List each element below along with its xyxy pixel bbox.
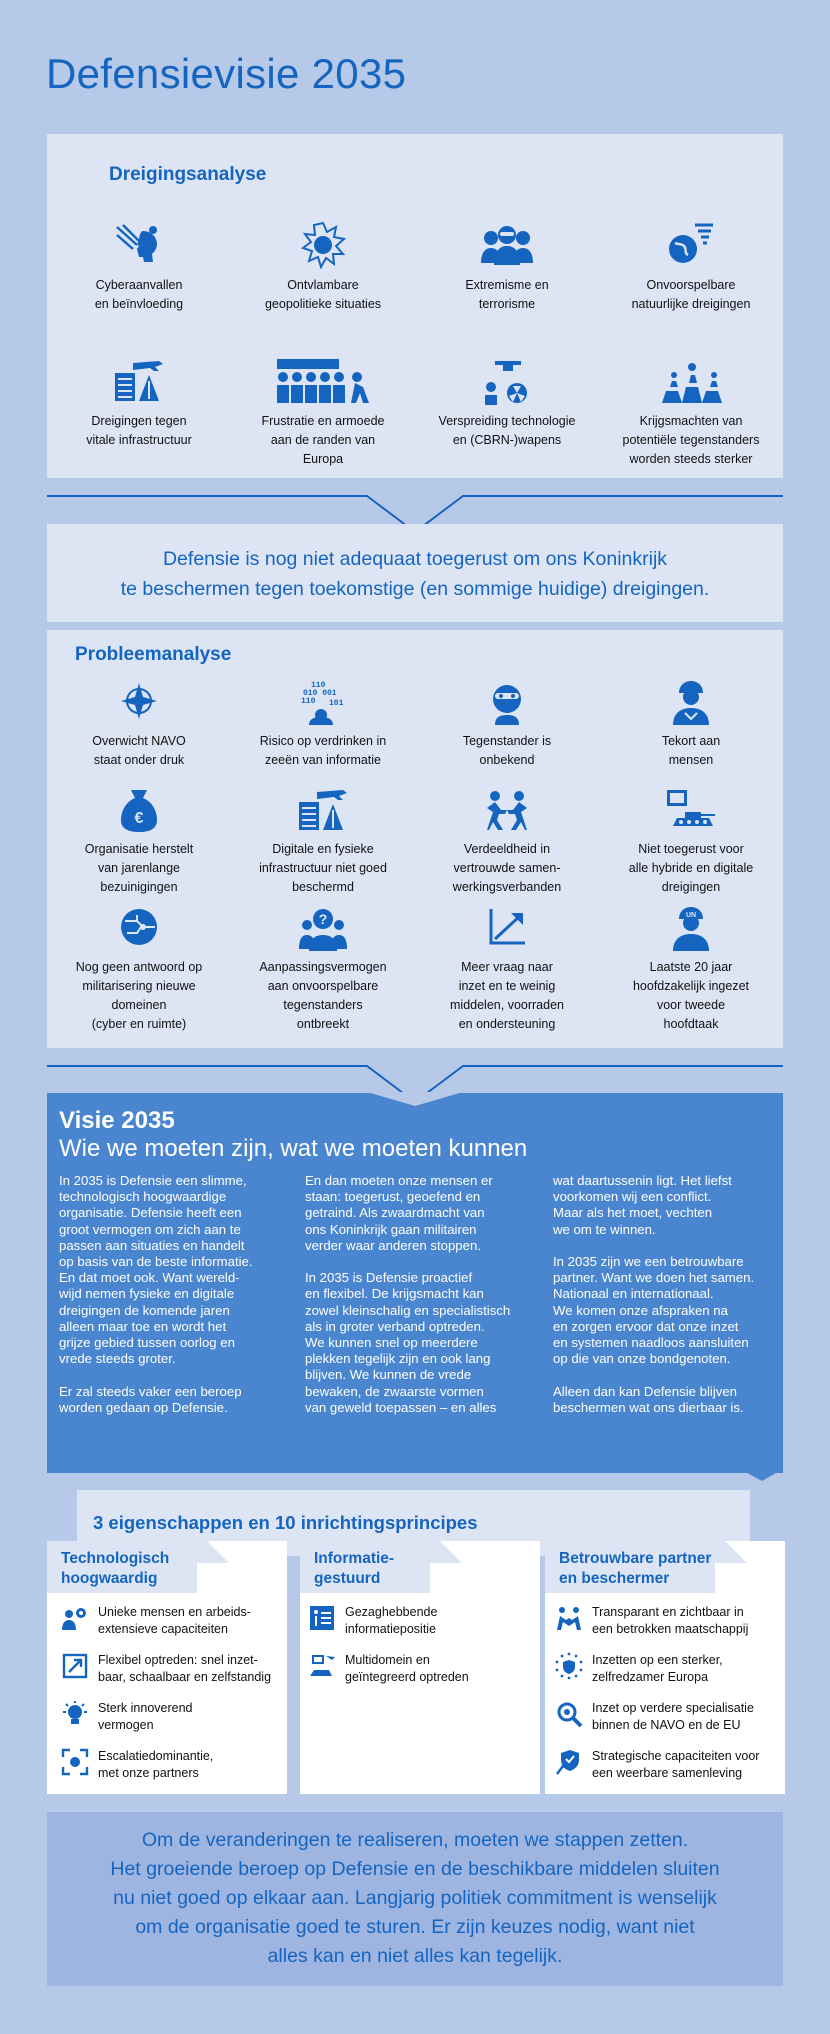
- principle-label: Inzet op verdere specialisatie binnen de NAVO en de EU: [592, 1701, 754, 1732]
- threat-item: [599, 220, 783, 314]
- problem-item: [599, 676, 783, 776]
- question-people-icon: [295, 902, 351, 952]
- page-title: Defensievisie 2035: [46, 50, 407, 97]
- problem-label: Aanpassingsvermogen aan onvoorspelbare tegenstanders ontbreekt: [259, 960, 387, 1031]
- infrastructure-icon: [295, 786, 351, 834]
- problem-analysis-heading: Probleemanalyse: [75, 644, 232, 665]
- problem-item: [599, 786, 783, 892]
- problem-item: [415, 676, 599, 776]
- principle-label: Transparant en zichtbaar in een betrokken maatschappij: [592, 1605, 749, 1636]
- vision-text-col3: wat daartussenin ligt. Het liefst voorkomen wij een conflict. Maar als het moet, vechten we om te winnen. In 2035 zijn we een betrouwbare partner. Want we doen het samen. Nationaal en internationaal. We komen onze afspraken na en zorgen ervoor dat onze inzet en systemen naadloos aansluiten op die van onze bondgenoten. Alleen dan kan Defensie blijven beschermen wat ons dierbaar is.: [553, 1173, 755, 1415]
- problem-label: Meer vraag naar inzet en te weinig middelen, voorraden en ondersteuning: [450, 960, 564, 1031]
- problem-item: [47, 676, 231, 776]
- binary-data-icon: [295, 676, 351, 726]
- problem-statement: Defensie is nog niet adequaat toegerust om ons Koninkrijk te beschermen tegen toekomstige (en sommige huidige) dreigingen.: [47, 524, 783, 622]
- svg-text:?: ?: [318, 911, 328, 927]
- principle-item: [555, 1700, 754, 1734]
- principle-item: [308, 1652, 469, 1686]
- vision-panel: [47, 1093, 783, 1473]
- svg-text:110: 110: [301, 697, 316, 706]
- svg-text:110: 110: [311, 681, 326, 690]
- problem-label: Nog geen antwoord op militarisering nieuwe domeinen (cyber en ruimte): [75, 960, 203, 1031]
- heading-tab-corner: [430, 1541, 462, 1563]
- tank-screen-icon: [663, 786, 719, 834]
- principle-label: Sterk innoverend vermogen: [98, 1701, 193, 1732]
- threat-label: Ontvlambare geopolitieke situaties: [264, 278, 382, 311]
- masked-face-icon: [479, 676, 535, 726]
- property-heading: Informatie- gestuurd: [300, 1541, 430, 1593]
- threat-item: [231, 356, 415, 469]
- problem-item: [231, 786, 415, 892]
- svg-text:€: €: [134, 810, 144, 827]
- vision-subheading: Wie we moeten zijn, wat we moeten kunnen: [59, 1135, 528, 1162]
- vision-text-col2: En dan moeten onze mensen er staan: toegerust, geoefend en getraind. Als zwaardmacht van ons Koninkrijk gaan militairen verder waar anderen stoppen. In 2035 is Defensie proactief en flexibel. De krijgsmacht kan zowel kleinschalig en specialistisch als in groter verband optreden. We kunnen snel op meerdere plekken tegelijk zijn en ook lang blijven. We kunnen de vrede bewaken, de zwaarste vormen van geweld toepassen – en alles: [305, 1173, 511, 1415]
- people-gear-icon: [61, 1604, 89, 1632]
- problem-item: [599, 902, 783, 1034]
- threat-label: Krijgsmachten van potentiële tegenstanders worden steeds sterker: [622, 414, 760, 466]
- threat-item: [47, 220, 231, 314]
- problem-grid: [47, 676, 783, 1034]
- money-bag-icon: [111, 786, 167, 834]
- problem-label: Niet toegerust voor alle hybride en digitale dreigingen: [628, 842, 754, 894]
- threat-label: Frustratie en armoede aan de randen van Europa: [261, 414, 385, 466]
- threat-item: [415, 356, 599, 469]
- principle-label: Multidomein en geïntegreerd optreden: [345, 1653, 469, 1684]
- threat-item: [599, 356, 783, 469]
- principle-item: [555, 1604, 748, 1638]
- threat-label: Extremisme en terrorisme: [465, 278, 549, 311]
- problem-label: Tegenstander is onbekend: [462, 734, 552, 767]
- threat-label: Verspreiding technologie en (CBRN-)wapens: [438, 414, 576, 447]
- cyber-attack-icon: [111, 220, 167, 270]
- properties-heading: 3 eigenschappen en 10 inrichtingsprincipes: [93, 1512, 478, 1533]
- problem-label: Risico op verdrinken in zeeën van informatie: [259, 734, 387, 767]
- principle-item: [555, 1748, 759, 1782]
- closing-statement: Om de veranderingen te realiseren, moeten we stappen zetten. Het groeiende beroep op Defensie en de beschikbare middelen sluiten nu niet goed op elkaar aan. Langjarig politiek commitment is wenselijk om de organisatie goed te sturen. Er zijn keuzes nodig, want niet alles kan en niet alles kan tegelijk.: [47, 1812, 783, 1986]
- svg-text:010 001: 010 001: [303, 689, 337, 698]
- search-specialise-icon: [555, 1700, 583, 1728]
- vision-text-col1: In 2035 is Defensie een slimme, technologisch hoogwaardige organisatie. Defensie heeft een groot vermogen om zich aan te passen aan situaties en handelt op basis van de beste informatie. En dat moet ook. Want wereld- wijd nemen fysieke en digitale dreigingen de komende jaren alleen maar toe en wordt het grijze gebied tussen oorlog en vrede steeds groter. Er zal steeds vaker een beroep worden gedaan op Defensie.: [59, 1173, 253, 1415]
- principle-label: Flexibel optreden: snel inzet- baar, schaalbaar en zelfstandig: [98, 1653, 272, 1684]
- principle-item: [308, 1604, 437, 1638]
- escalation-frame-icon: [61, 1748, 89, 1776]
- svg-text:UN: UN: [685, 912, 697, 919]
- threat-item: [231, 220, 415, 314]
- property-column-info: [300, 1541, 540, 1794]
- info-list-icon: [308, 1604, 336, 1632]
- threat-analysis-panel: [47, 134, 783, 478]
- infrastructure-icon: [111, 356, 167, 406]
- principle-label: Escalatiedominantie, met onze partners: [98, 1749, 214, 1780]
- heading-tab-corner: [197, 1541, 229, 1563]
- globe-tornado-icon: [663, 220, 719, 270]
- problem-item: [47, 902, 231, 1034]
- property-column-tech: [47, 1541, 287, 1794]
- principle-label: Unieke mensen en arbeids- extensieve capaciteiten: [98, 1605, 251, 1636]
- threat-item: [47, 356, 231, 469]
- handshake-icon: [555, 1604, 583, 1632]
- threat-item: [415, 220, 599, 314]
- globe-network-icon: [111, 902, 167, 952]
- nato-compass-icon: [111, 676, 167, 726]
- vision-bottom-arrow: [47, 1469, 783, 1483]
- shield-hands-icon: [555, 1748, 583, 1776]
- problem-item: [415, 902, 599, 1034]
- threat-label: Dreigingen tegen vitale infrastructuur: [86, 414, 192, 447]
- masked-people-icon: [479, 220, 535, 270]
- heading-tab-corner: [715, 1541, 747, 1563]
- military-forces-icon: [656, 356, 726, 406]
- problem-item: [47, 786, 231, 892]
- principle-label: Inzetten op een sterker, zelfredzamer Europa: [592, 1653, 723, 1684]
- drone-hazard-icon: [479, 356, 535, 406]
- problem-label: Tekort aan mensen: [661, 734, 721, 767]
- threat-label: Onvoorspelbare natuurlijke dreigingen: [631, 278, 751, 311]
- principle-item: [555, 1652, 723, 1686]
- svg-text:101: 101: [329, 699, 344, 708]
- property-column-partner: [545, 1541, 785, 1794]
- principle-item: [61, 1652, 271, 1686]
- problem-label: Organisatie herstelt van jarenlange bezuinigingen: [84, 842, 194, 894]
- problem-label: Laatste 20 jaar hoofdzakelijk ingezet voor tweede hoofdtaak: [632, 960, 750, 1031]
- problem-label: Verdeeldheid in vertrouwde samen- werkingsverbanden: [452, 842, 562, 894]
- problem-label: Overwicht NAVO staat onder druk: [92, 734, 186, 767]
- problem-item: [415, 786, 599, 892]
- lightbulb-icon: [61, 1700, 89, 1728]
- exploding-globe-icon: [295, 220, 351, 270]
- problem-item: [231, 676, 415, 776]
- protest-crowd-icon: [273, 356, 373, 406]
- threat-grid: [47, 220, 783, 469]
- problem-label: Digitale en fysieke infrastructuur niet goed beschermd: [259, 842, 387, 894]
- expand-arrows-icon: [61, 1652, 89, 1680]
- threat-label: Cyberaanvallen en beïnvloeding: [94, 278, 184, 311]
- un-soldier-icon: [663, 902, 719, 952]
- principle-label: Gezaghebbende informatiepositie: [345, 1605, 438, 1636]
- problem-item: [231, 902, 415, 1034]
- threat-analysis-heading: Dreigingsanalyse: [109, 164, 267, 185]
- people-running-icon: [479, 786, 535, 834]
- principle-item: [61, 1604, 251, 1638]
- property-heading: Betrouwbare partner en beschermer: [545, 1541, 715, 1593]
- principle-label: Strategische capaciteiten voor een weerbare samenleving: [592, 1749, 760, 1780]
- property-heading: Technologisch hoogwaardig: [47, 1541, 197, 1593]
- growth-chart-icon: [479, 902, 535, 952]
- principle-item: [61, 1700, 193, 1734]
- soldier-icon: [663, 676, 719, 726]
- principle-item: [61, 1748, 213, 1782]
- multidomain-icon: [308, 1652, 336, 1680]
- vision-heading: Visie 2035: [59, 1107, 175, 1134]
- eu-shield-icon: [555, 1652, 583, 1680]
- problem-analysis-panel: [47, 630, 783, 1048]
